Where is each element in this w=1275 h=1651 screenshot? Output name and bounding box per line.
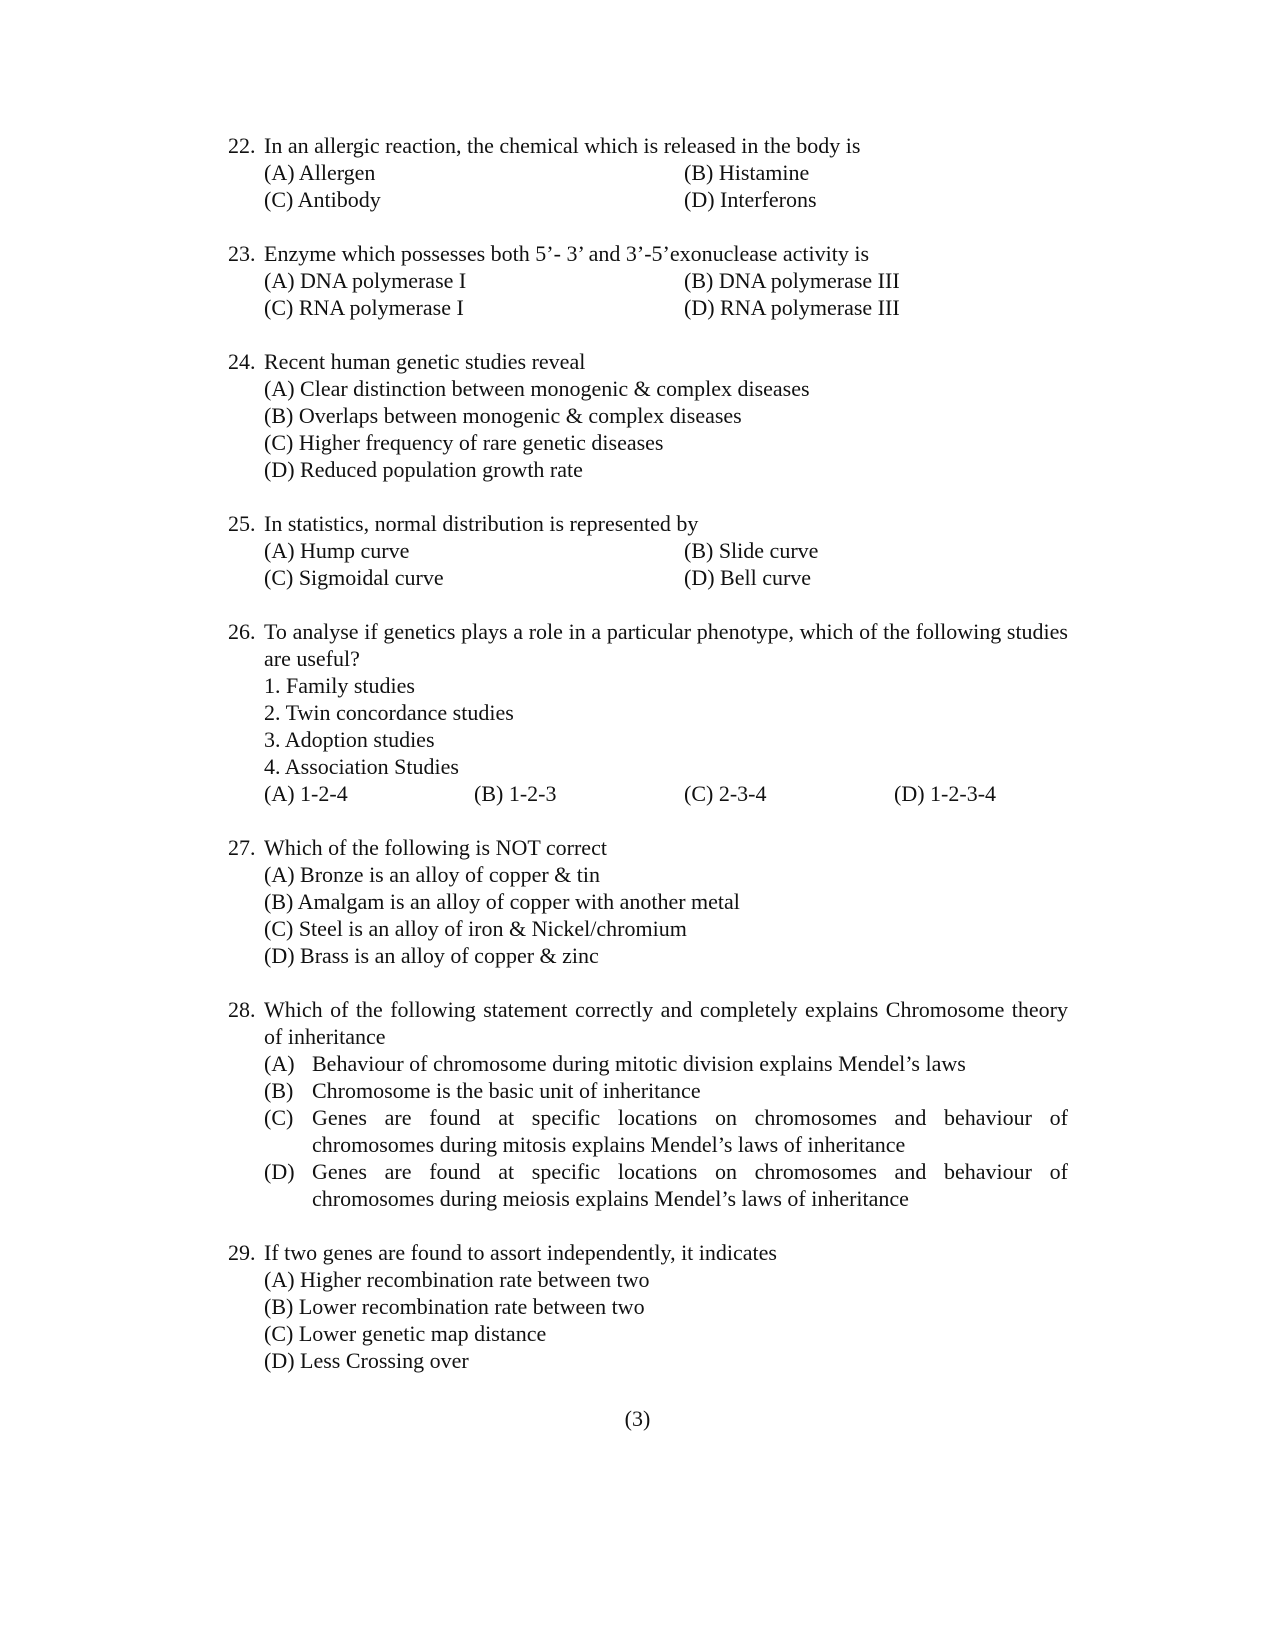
question-text: If two genes are found to assort independently, it indicates	[264, 1240, 777, 1265]
question-stem	[228, 510, 1068, 537]
question-text: To analyse if genetics plays a role in a particular phenotype, which of the following studies are useful?	[264, 619, 1068, 671]
question-number: 27.	[228, 835, 256, 860]
question-stem	[228, 132, 1068, 159]
statement-1: 1. Family studies	[264, 673, 415, 698]
question-stem	[228, 996, 1068, 1050]
option-c: (C) Lower genetic map distance	[264, 1321, 547, 1346]
question-28	[228, 996, 1068, 1212]
option-label: (D)	[264, 1159, 295, 1184]
option-b: (B) Amalgam is an alloy of copper with another metal	[264, 889, 740, 914]
question-23	[228, 240, 1068, 321]
option-a: (A) Higher recombination rate between two	[264, 1267, 650, 1292]
question-stem	[228, 834, 1068, 861]
option-a	[264, 1050, 1068, 1077]
option-d: (D) RNA polymerase III	[684, 295, 900, 320]
option-a: (A) 1-2-4	[264, 781, 348, 806]
question-25	[228, 510, 1068, 591]
option-d: (D) Interferons	[684, 187, 817, 212]
option-d	[264, 1158, 1068, 1212]
options	[264, 861, 1068, 969]
option-label: (B)	[264, 1078, 294, 1103]
question-text: Which of the following statement correctly and completely explains Chromosome theory of inheritance	[264, 997, 1068, 1049]
page-number: (3)	[624, 1406, 651, 1431]
option-b: (B) Overlaps between monogenic & complex diseases	[264, 403, 742, 428]
option-a: (A) Allergen	[264, 160, 376, 185]
question-number: 26.	[228, 619, 256, 644]
question-text: Enzyme which possesses both 5’- 3’ and 3’-5’exonuclease activity is	[264, 241, 870, 266]
statements	[264, 672, 1068, 780]
options	[264, 1266, 1068, 1374]
option-d: (D) 1-2-3-4	[894, 781, 997, 806]
question-number: 24.	[228, 349, 256, 374]
option-b: (B) DNA polymerase III	[684, 268, 900, 293]
option-a: (A) Hump curve	[264, 538, 410, 563]
option-text: Genes are found at specific locations on chromosomes and behaviour of chromosomes during mitosis explains Mendel’s laws of inheritance	[312, 1105, 1068, 1157]
option-b: (B) Lower recombination rate between two	[264, 1294, 645, 1319]
options	[264, 159, 1068, 213]
question-stem	[228, 1239, 1068, 1266]
options	[264, 267, 1068, 321]
option-c: (C) Steel is an alloy of iron & Nickel/chromium	[264, 916, 687, 941]
option-b: (B) 1-2-3	[474, 781, 557, 806]
question-number: 22.	[228, 133, 256, 158]
question-number: 23.	[228, 241, 256, 266]
statement-2: 2. Twin concordance studies	[264, 700, 514, 725]
option-label: (A)	[264, 1051, 295, 1076]
option-text: Genes are found at specific locations on chromosomes and behaviour of chromosomes during meiosis explains Mendel’s laws of inheritance	[312, 1159, 1068, 1211]
option-c: (C) Higher frequency of rare genetic diseases	[264, 430, 664, 455]
option-d: (D) Brass is an alloy of copper & zinc	[264, 943, 599, 968]
option-d: (D) Reduced population growth rate	[264, 457, 583, 482]
option-c: (C) Sigmoidal curve	[264, 565, 444, 590]
question-24	[228, 348, 1068, 483]
question-text: In statistics, normal distribution is represented by	[264, 511, 699, 536]
question-text: In an allergic reaction, the chemical which is released in the body is	[264, 133, 861, 158]
option-c	[264, 1104, 1068, 1158]
statement-3: 3. Adoption studies	[264, 727, 435, 752]
question-27	[228, 834, 1068, 969]
question-22	[228, 132, 1068, 213]
options	[264, 375, 1068, 483]
option-b: (B) Histamine	[684, 160, 810, 185]
option-d: (D) Bell curve	[684, 565, 812, 590]
option-text: Chromosome is the basic unit of inheritance	[312, 1078, 701, 1103]
question-number: 28.	[228, 997, 256, 1022]
option-label: (C)	[264, 1105, 294, 1130]
question-26	[228, 618, 1068, 807]
question-29	[228, 1239, 1068, 1374]
question-stem	[228, 618, 1068, 672]
option-a: (A) DNA polymerase I	[264, 268, 467, 293]
options	[264, 1050, 1068, 1212]
question-stem	[228, 348, 1068, 375]
option-b	[264, 1077, 1068, 1104]
option-text: Behaviour of chromosome during mitotic division explains Mendel’s laws	[312, 1051, 966, 1076]
question-text: Recent human genetic studies reveal	[264, 349, 586, 374]
option-c: (C) 2-3-4	[684, 781, 767, 806]
options	[264, 537, 1068, 591]
option-b: (B) Slide curve	[684, 538, 819, 563]
question-text: Which of the following is NOT correct	[264, 835, 607, 860]
option-a: (A) Clear distinction between monogenic & complex diseases	[264, 376, 810, 401]
question-number: 25.	[228, 511, 256, 536]
option-a: (A) Bronze is an alloy of copper & tin	[264, 862, 601, 887]
option-c: (C) RNA polymerase I	[264, 295, 464, 320]
options	[264, 780, 1068, 807]
question-stem	[228, 240, 1068, 267]
option-d: (D) Less Crossing over	[264, 1348, 469, 1373]
question-page	[228, 132, 1068, 1401]
statement-4: 4. Association Studies	[264, 754, 459, 779]
option-c: (C) Antibody	[264, 187, 381, 212]
question-number: 29.	[228, 1240, 256, 1265]
